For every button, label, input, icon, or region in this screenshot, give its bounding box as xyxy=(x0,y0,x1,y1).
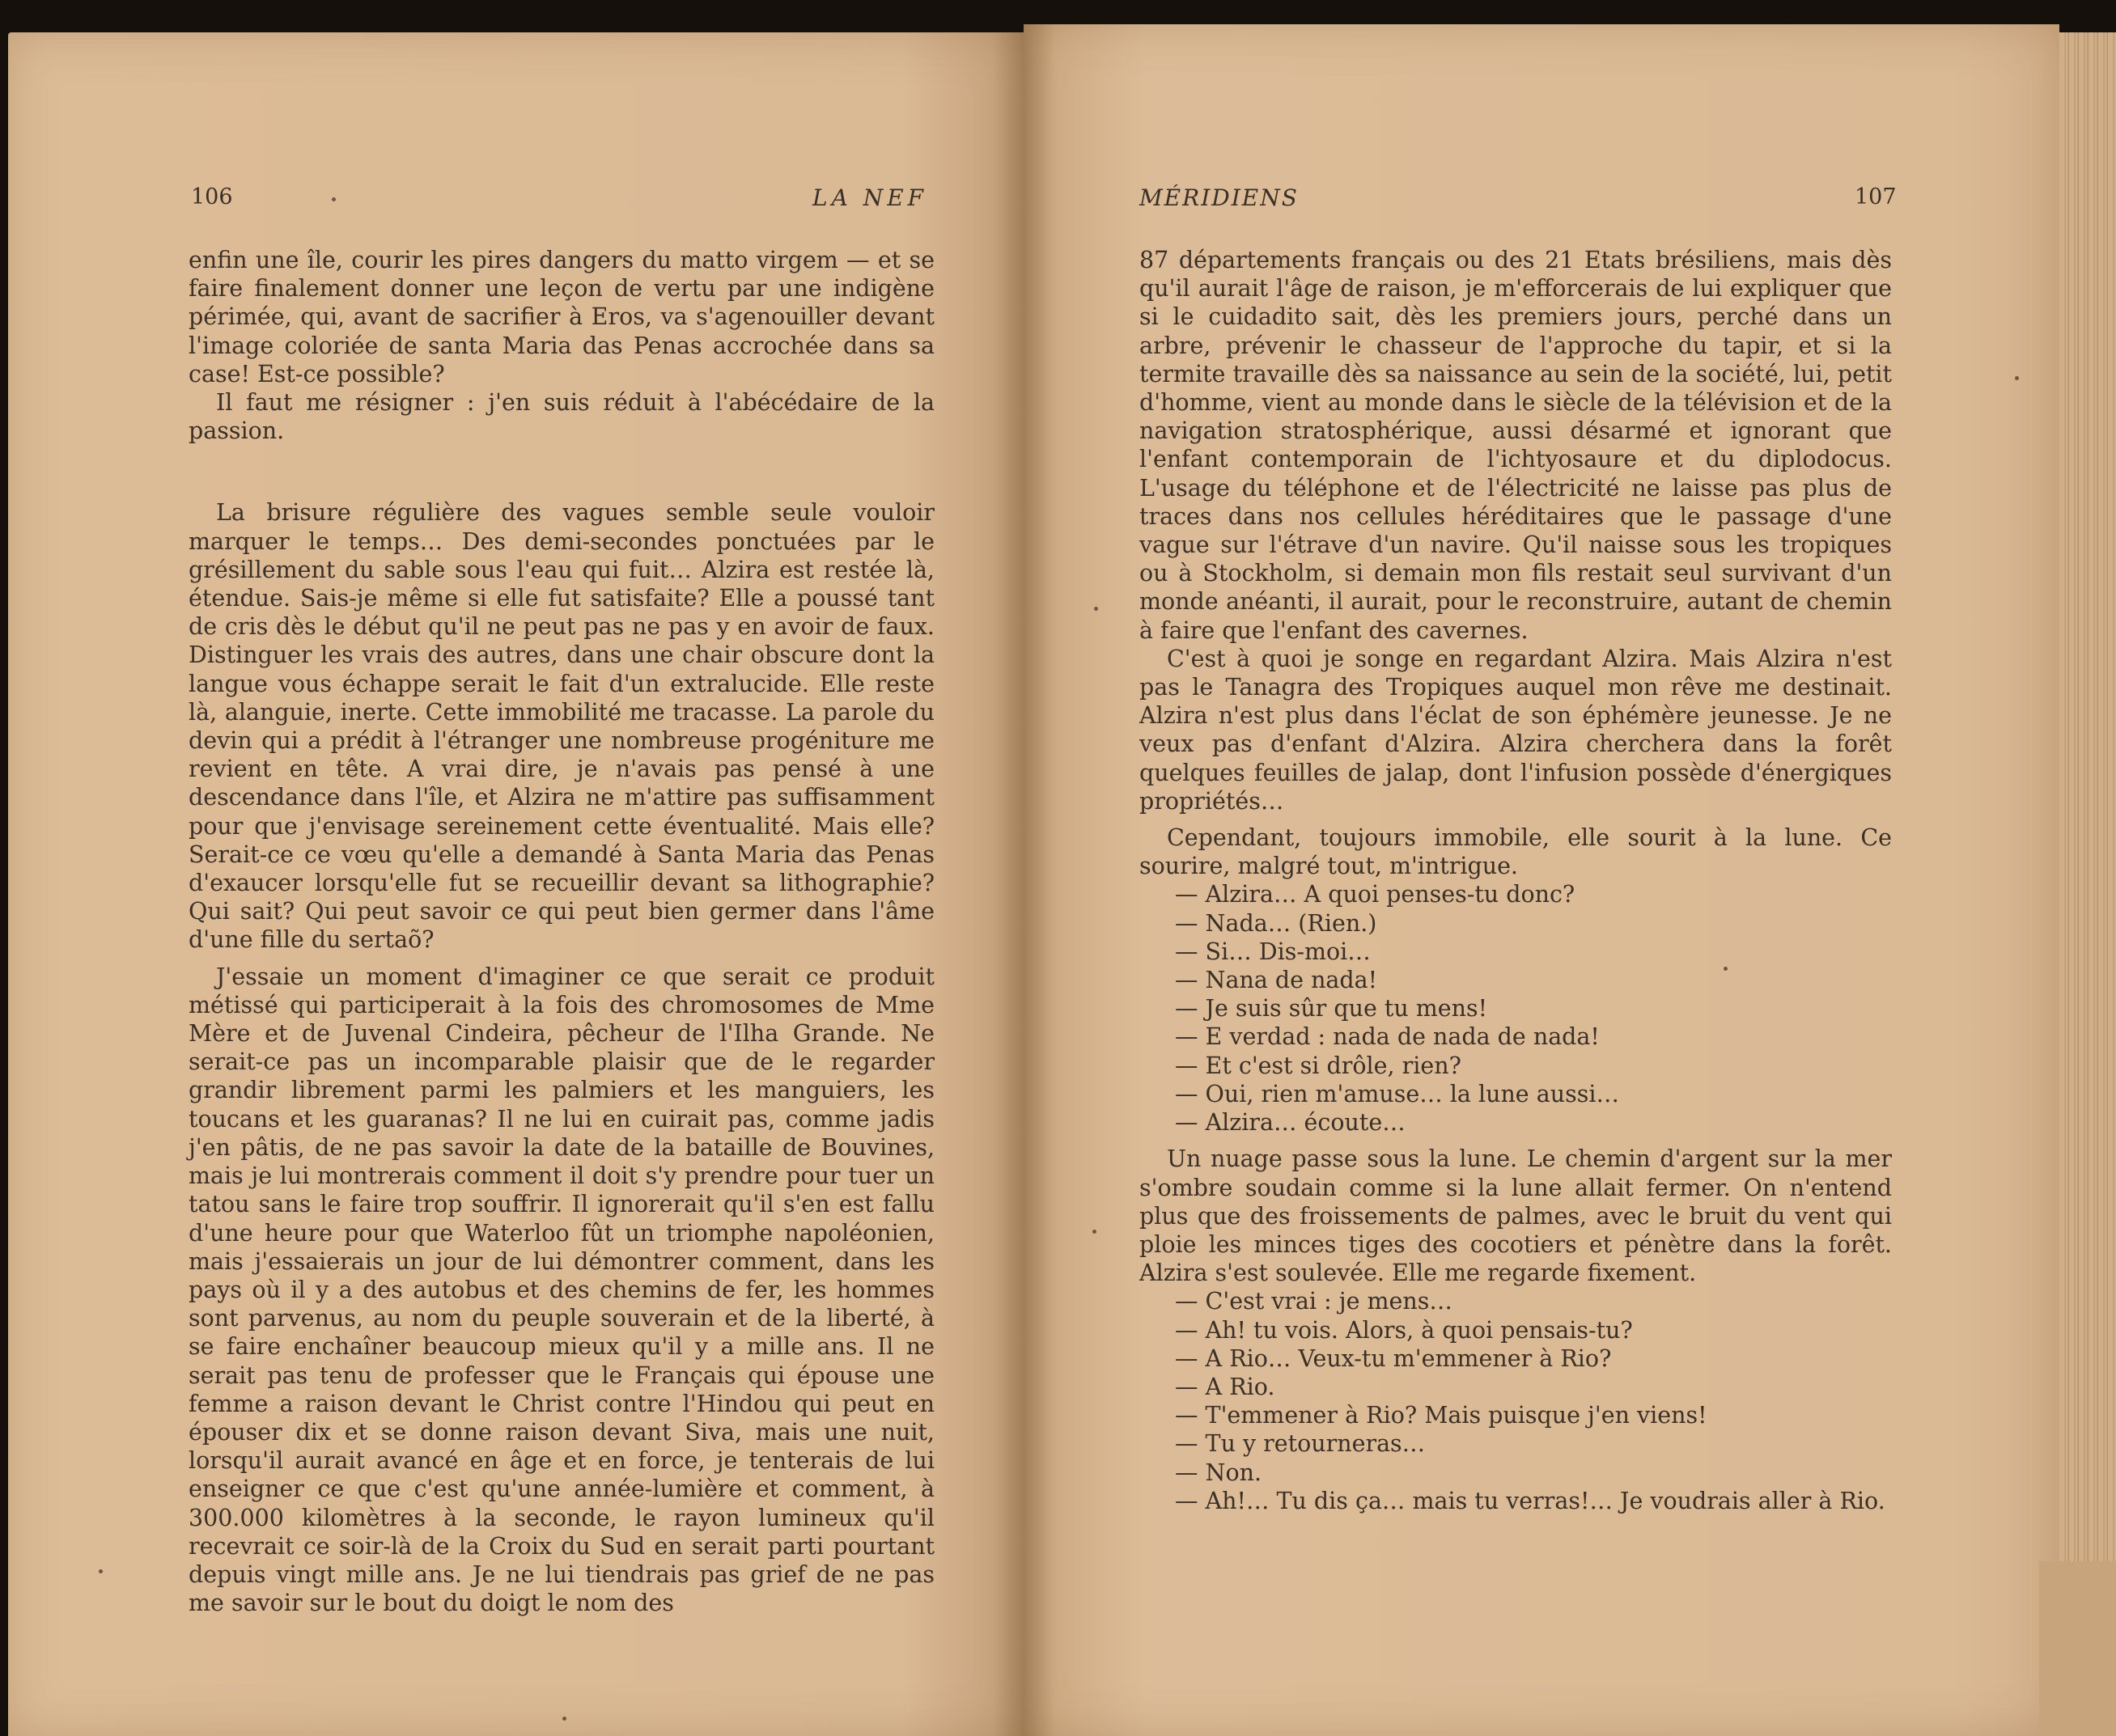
paragraph: La brisure régulière des vagues semble seule vouloir marquer le temps… Des demi-secondes ponctuées par le grésillement du sable sous l'eau qui fuit… Alzira est restée là, étendue. Sais-je même si elle fut satisfaite? Elle a poussé tant de cris dès le début qu'il ne peut pas ne pas y en avoir de faux. Distinguer les vrais des autres, dans une chair obscure dont la langue vous échappe serait le fait d'un extralucide. Elle reste là, alanguie, inerte. Cette immobilité me tracasse. La parole du devin qui a prédit à l'étranger une nombreuse progéniture me revient en tête. A vrai dire, je n'avais pas pensé à une descendance dans l'île, et Alzira ne m'attire pas suffisamment pour que j'envisage sereinement cette éventualité. Mais elle? Serait-ce ce vœu qu'elle a demandé à Santa Maria das Penas d'exaucer lorsqu'elle fut se recueillir devant sa lithographie? Qui sait? Qui peut savoir ce qui peut bien germer dans l'âme d'une fille du sertaõ? xyxy=(189,499,935,954)
dialogue-line: — Et c'est si drôle, rien? xyxy=(1175,1052,1461,1079)
paper-speck xyxy=(1092,1230,1096,1234)
dialogue-line: — Alzira… A quoi penses-tu donc? xyxy=(1175,881,1575,908)
page-edges xyxy=(2059,32,2116,1736)
paragraph: C'est à quoi je songe en regardant Alzira. Mais Alzira n'est pas le Tanagra des Tropiques auquel mon rêve me destinait. Alzira n'est plus dans l'éclat de son éphémère jeunesse. Je ne veux pas d'enfant d'Alzira. Alzira cherchera dans la forêt quelques feuilles de jalap, dont l'infusion possède d'énergiques propriétés… xyxy=(1139,645,1892,815)
right-running-head: MÉRIDIENS xyxy=(1139,184,1299,211)
left-page-text xyxy=(189,246,935,1617)
dialogue-line: — T'emmener à Rio? Mais puisque j'en viens! xyxy=(1175,1402,1707,1429)
dialogue-line: — A Rio. xyxy=(1175,1373,1275,1400)
page-edges-bottom xyxy=(2039,1561,2116,1736)
left-running-head: LA NEF xyxy=(812,184,928,211)
dialogue-line: — Nana de nada! xyxy=(1175,967,1378,994)
paragraph: Il faut me résigner : j'en suis réduit à l'abécédaire de la passion. xyxy=(189,389,935,445)
paragraph: J'essaie un moment d'imaginer ce que serait ce produit métissé qui participerait à la fois des chromosomes de Mme Mère et de Juvenal Cindeira, pêcheur de l'Ilha Grande. Ne serait-ce pas un incomparable plaisir que de le regarder grandir librement parmi les palmiers et les manguiers, les toucans et les guaranas? Il ne lui en cuirait pas, comme jadis j'en pâtis, de ne pas savoir la date de la bataille de Bouvines, mais je lui montrerais comment il doit s'y prendre pour tuer un tatou sans le faire trop souffrir. Il ignorerait qu'il s'en est fallu d'une heure pour que Waterloo fût un triomphe napoléonien, mais j'essaierais un jour de lui démontrer comment, dans les pays où il y a des autobus et des chemins de fer, les hommes sont parvenus, au nom du peuple souverain et de la liberté, à se faire enchaîner beaucoup mieux qu'il y a mille ans. Il ne serait pas tenu de professer que le Français qui épouse une femme a raison devant le Christ contre l'Hindou qui peut en épouser dix et se donne raison devant Siva, mais une nuit, lorsqu'il aurait avancé en âge et en force, je tenterais de lui enseigner ce que c'est qu'une année-lumière et comment, à 300.000 kilomètres à la seconde, le rayon lumineux qu'il recevrait ce soir-là de la Croix du Sud en serait parti pourtant depuis vingt mille ans. Je ne lui tiendrais pas grief de ne pas me savoir sur le bout du doigt le nom des xyxy=(189,963,935,1617)
paragraph: 87 départements français ou des 21 Etats brésiliens, mais dès qu'il aurait l'âge de raison, je m'efforcerais de lui expliquer que si le cuidadito sait, dès les premiers jours, perché dans un arbre, prévenir le chasseur de l'approche du tapir, et si la termite travaille dès sa naissance au sein de la société, lui, petit d'homme, vient au monde dans le siècle de la télévision et de la navigation stratosphérique, aussi désarmé et ignorant que l'enfant contemporain de l'ichtyosaure et du diplodocus. L'usage du téléphone et de l'électricité ne laisse pas plus de traces dans nos cellules héréditaires que le passage d'une vague sur l'étrave d'un navire. Qu'il naisse sous les tropiques ou à Stockholm, si demain mon fils restait seul survivant d'un monde anéanti, il aurait, pour le reconstruire, autant de chemin à faire que l'enfant des cavernes. xyxy=(1139,247,1892,644)
dialogue-line: — Alzira… écoute… xyxy=(1175,1109,1406,1137)
paragraph: enfin une île, courir les pires dangers du matto virgem — et se faire finalement donner une leçon de vertu par une indigène périmée, qui, avant de sacrifier à Eros, va s'agenouiller devant l'image coloriée de santa Maria das Penas accrochée dans sa case! Est-ce possible? xyxy=(189,247,935,387)
dialogue-line: — Nada… (Rien.) xyxy=(1175,909,1377,937)
dialogue-line: — Ah!… Tu dis ça… mais tu verras!… Je voudrais aller à Rio. xyxy=(1175,1487,1885,1514)
paragraph: Un nuage passe sous la lune. Le chemin d'argent sur la mer s'ombre soudain comme si la lune allait fermer. On n'entend plus que des froissements de palmes, avec le bruit du vent qui ploie les minces tiges des cocotiers et pénètre dans la forêt. Alzira s'est soulevée. Elle me regarde fixement. xyxy=(1139,1145,1892,1287)
dialogue-line: — Ah! tu vois. Alors, à quoi pensais-tu? xyxy=(1175,1316,1633,1344)
paper-speck xyxy=(1094,607,1098,611)
left-page-number: 106 xyxy=(191,184,233,210)
dialogue-line: — Tu y retourneras… xyxy=(1175,1430,1426,1458)
dialogue-line: — E verdad : nada de nada de nada! xyxy=(1175,1023,1600,1051)
paper-speck xyxy=(332,197,336,201)
dialogue-line: — Je suis sûr que tu mens! xyxy=(1175,995,1488,1023)
right-page-number: 107 xyxy=(1855,184,1897,210)
dialogue-line: — A Rio… Veux-tu m'emmener à Rio? xyxy=(1175,1344,1612,1372)
dialogue-line: — C'est vrai : je mens… xyxy=(1175,1288,1452,1315)
dialogue-line: — Oui, rien m'amuse… la lune aussi… xyxy=(1175,1080,1619,1107)
dialogue-line: — Si… Dis-moi… xyxy=(1175,938,1371,965)
dialogue-line: — Non. xyxy=(1175,1459,1262,1486)
paper-speck xyxy=(562,1717,566,1721)
paragraph: Cependant, toujours immobile, elle sourit à la lune. Ce sourire, malgré tout, m'intrigue. xyxy=(1139,824,1892,880)
paper-speck xyxy=(2015,376,2019,380)
right-page-text xyxy=(1139,246,1892,1515)
paper-speck xyxy=(1724,967,1728,971)
paper-speck xyxy=(99,1569,103,1573)
